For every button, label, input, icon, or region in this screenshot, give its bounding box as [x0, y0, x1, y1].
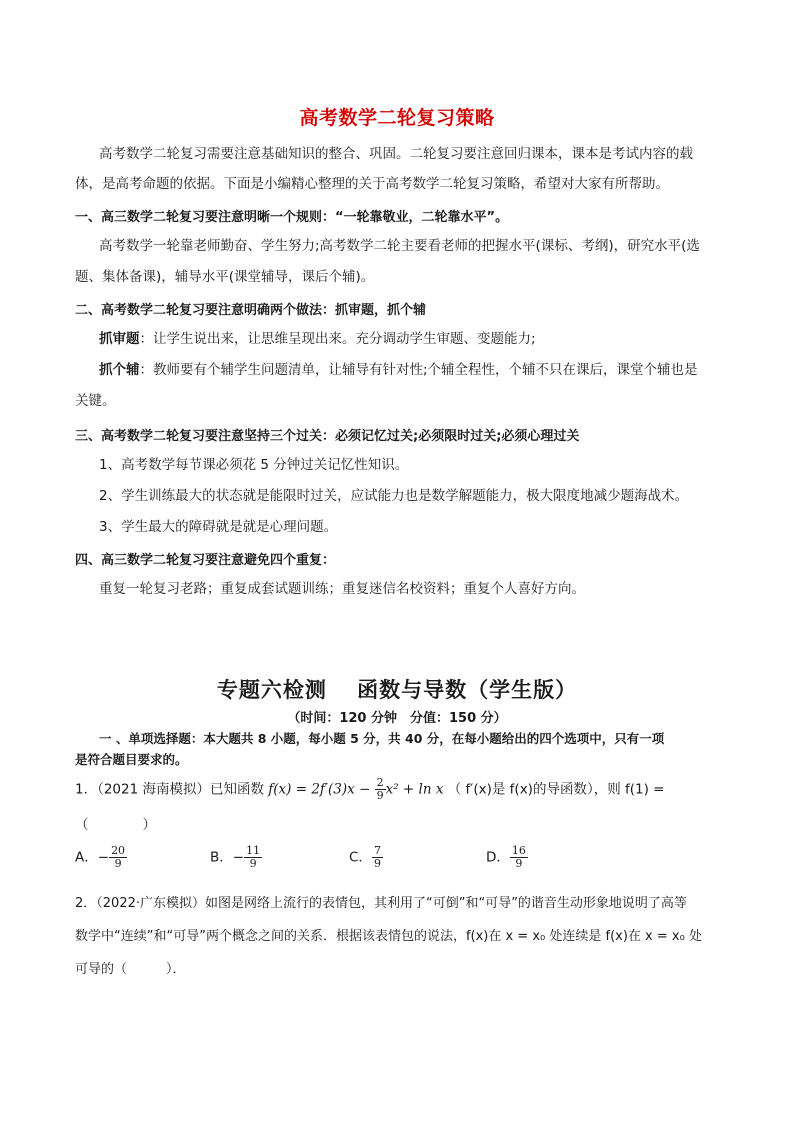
section-2-item-a [99, 330, 536, 348]
section-3-item-1: 1、高考数学每节课必须花 5 分钟过关记忆性知识。 [99, 457, 409, 473]
question-2-line-1: 2．（2022·广东模拟）如图是网络上流行的表情包，其利用了“可倒”和“可导”的谐音生动形象地说明了高等 [75, 896, 687, 911]
option-a-den: 9 [114, 857, 122, 870]
option-d-num: 16 [511, 844, 526, 857]
item-b-label: 抓个辅 [99, 362, 140, 378]
q1-option-c [349, 845, 383, 870]
option-c-den: 9 [373, 857, 381, 870]
item-a-label: 抓审题 [99, 331, 140, 347]
question-2-line-2: 数学中“连续”和“可导”两个概念之间的关系．根据该表情包的说法，f(x)在 x = x₀ 处连续是 f(x)在 x = x₀ 处 [75, 929, 702, 944]
q1-note: （ f′(x)是 f(x)的导函数），则 f(1) = [447, 781, 665, 798]
intro-line-2: 体，是高考命题的依据。下面是小编精心整理的关于高考数学二轮复习策略，希望对大家有所帮助。 [75, 176, 669, 192]
option-a-label: A． [75, 849, 98, 866]
option-b-label: B． [210, 849, 233, 866]
exam-title: 专题六检测 函数与导数（学生版） [216, 678, 578, 702]
q1-func-body: (x) = 2f′(3)x − [273, 781, 375, 798]
section-3-item-3: 3、学生最大的障碍就是就是心理问题。 [99, 519, 338, 535]
option-b-sign: − [232, 849, 245, 866]
q1-prefix: 1．（2021 海南模拟）已知函数 [75, 781, 269, 798]
option-b-num: 11 [246, 844, 261, 857]
q1-option-a [75, 845, 127, 870]
section-instruction-2: 是符合题目要求的。 [75, 752, 188, 767]
option-c-fraction [372, 845, 383, 870]
q1-option-d [486, 845, 528, 870]
option-d-den: 9 [515, 857, 523, 870]
section-instruction-1: 一 、单项选择题：本大题共 8 小题，每小题 5 分，共 40 分，在每小题给出的四个选项中，只有一项 [99, 731, 665, 746]
q1-coef-num: 2 [376, 776, 384, 789]
article-title: 高考数学二轮复习策略 [299, 107, 495, 129]
section-1-line-1: 高考数学一轮靠老师勤奋、学生努力;高考数学二轮主要看老师的把握水平(课标、考纲)，研究水平(选 [99, 238, 700, 254]
option-c-label: C． [349, 849, 372, 866]
section-2-item-b-cont: 关键。 [75, 393, 116, 409]
section-4-heading: 四、高三数学二轮复习要注意避免四个重复： [75, 553, 336, 568]
exam-meta: （时间：120 分钟 分值：150 分） [287, 711, 507, 726]
q1-coefficient-fraction [375, 777, 386, 802]
section-2-item-b [99, 361, 698, 379]
q1-answer-bracket: （ ） [75, 817, 156, 833]
q1-func-name: f [268, 781, 274, 798]
item-b-text: ：教师要有个辅学生问题清单，让辅导有针对性;个辅全程性，个辅不只在课后，课堂个辅也是 [139, 362, 698, 378]
section-3-item-2: 2、学生训练最大的状态就是能限时过关，应试能力也是数学解题能力，极大限度地减少题海战术。 [99, 488, 689, 504]
option-b-fraction [244, 845, 262, 870]
q1-option-b [210, 845, 262, 870]
option-d-fraction [510, 845, 528, 870]
item-a-text: ：让学生说出来，让思维呈现出来。充分调动学生审题、变题能力; [139, 331, 536, 347]
option-a-sign: − [97, 849, 110, 866]
option-d-label: D． [486, 849, 510, 866]
option-a-fraction [109, 845, 127, 870]
question-1 [75, 777, 664, 802]
section-2-heading: 二、高考数学二轮复习要注意明确两个做法：抓审题，抓个辅 [75, 303, 427, 318]
section-3-heading: 三、高考数学二轮复习要注意坚持三个过关：必须记忆过关;必须限时过关;必须心理过关 [75, 429, 580, 444]
intro-line-1: 高考数学二轮复习需要注意基础知识的整合、巩固。二轮复习要注意回归课本，课本是考试内容的载 [99, 146, 693, 162]
section-4-text: 重复一轮复习老路；重复成套试题训练；重复迷信名校资料；重复个人喜好方向。 [99, 581, 585, 597]
section-1-heading: 一、高三数学二轮复习要注意明晰一个规则：“一轮靠敬业，二轮靠水平”。 [75, 210, 509, 225]
section-1-line-2: 题、集体备课)，辅导水平(课堂辅导，课后个辅)。 [75, 269, 375, 285]
q1-func-tail: x² + ln x [385, 781, 444, 798]
option-b-den: 9 [249, 857, 257, 870]
question-2-line-3: 可导的（ ）． [75, 962, 186, 977]
q1-coef-den: 9 [376, 789, 384, 802]
option-a-num: 20 [111, 844, 126, 857]
option-c-num: 7 [373, 844, 381, 857]
